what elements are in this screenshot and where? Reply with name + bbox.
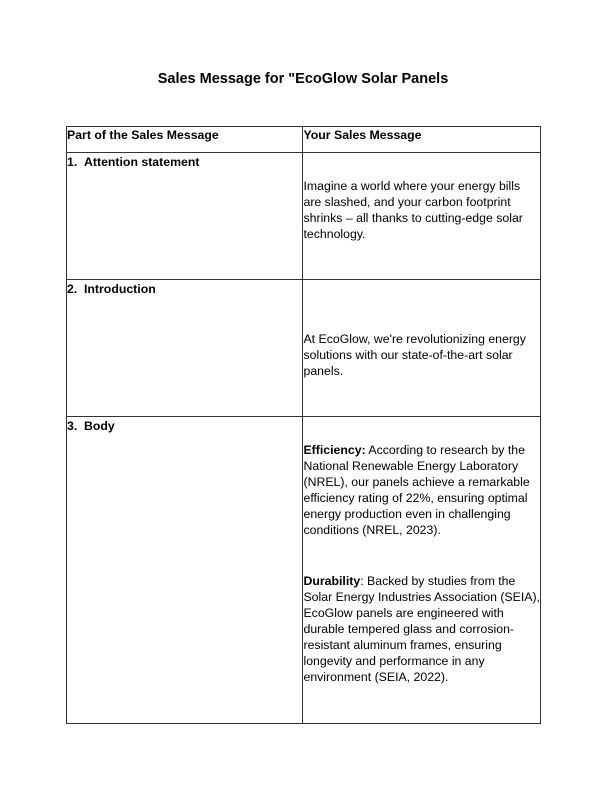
table-row-body: [67, 417, 541, 724]
part-number: 2.: [67, 282, 78, 296]
part-cell-introduction: [67, 280, 303, 417]
part-label: Body: [84, 419, 115, 433]
table-row-introduction: [67, 280, 541, 417]
sales-message-table: [66, 126, 541, 724]
paragraph-lead: Durability: [303, 574, 361, 588]
part-number: 3.: [67, 419, 78, 433]
part-number: 1.: [67, 155, 78, 169]
table-row-attention: [67, 153, 541, 280]
message-text: At EcoGlow, we're revolutionizing energy solutions with our state-of-the-art solar panels.: [303, 332, 526, 378]
column-header-message: Your Sales Message: [303, 127, 541, 153]
message-cell-attention: [303, 153, 541, 280]
paragraph-text: : Backed by studies from the Solar Energy Industries Association (SEIA), EcoGlow panels are engineered with durable tempered glass and corrosion-resistant aluminum frames, ensuring longevity and performance in any environment (SEIA, 2022).: [303, 574, 540, 684]
column-header-part: Part of the Sales Message: [67, 127, 303, 153]
part-cell-body: [67, 417, 303, 724]
message-cell-introduction: [303, 280, 541, 417]
part-cell-attention: [67, 153, 303, 280]
part-label: Introduction: [84, 282, 156, 296]
body-paragraph-efficiency: [303, 417, 540, 538]
paragraph-text: According to research by the National Renewable Energy Laboratory (NREL), our panels achieve a remarkable efficiency rating of 22%, ensuring optimal energy production even in challenging conditions (NREL, 2023).: [303, 443, 530, 537]
page-title: Sales Message for "EcoGlow Solar Panels: [157, 71, 449, 87]
part-label: Attention statement: [84, 155, 200, 169]
message-text: Imagine a world where your energy bills are slashed, and your carbon footprint shrinks – all thanks to cutting-edge solar technology.: [303, 179, 523, 241]
message-cell-body: [303, 417, 541, 724]
paragraph-lead: Efficiency:: [303, 443, 366, 457]
table-header-row: [67, 127, 541, 153]
body-paragraph-durability: [303, 538, 540, 685]
